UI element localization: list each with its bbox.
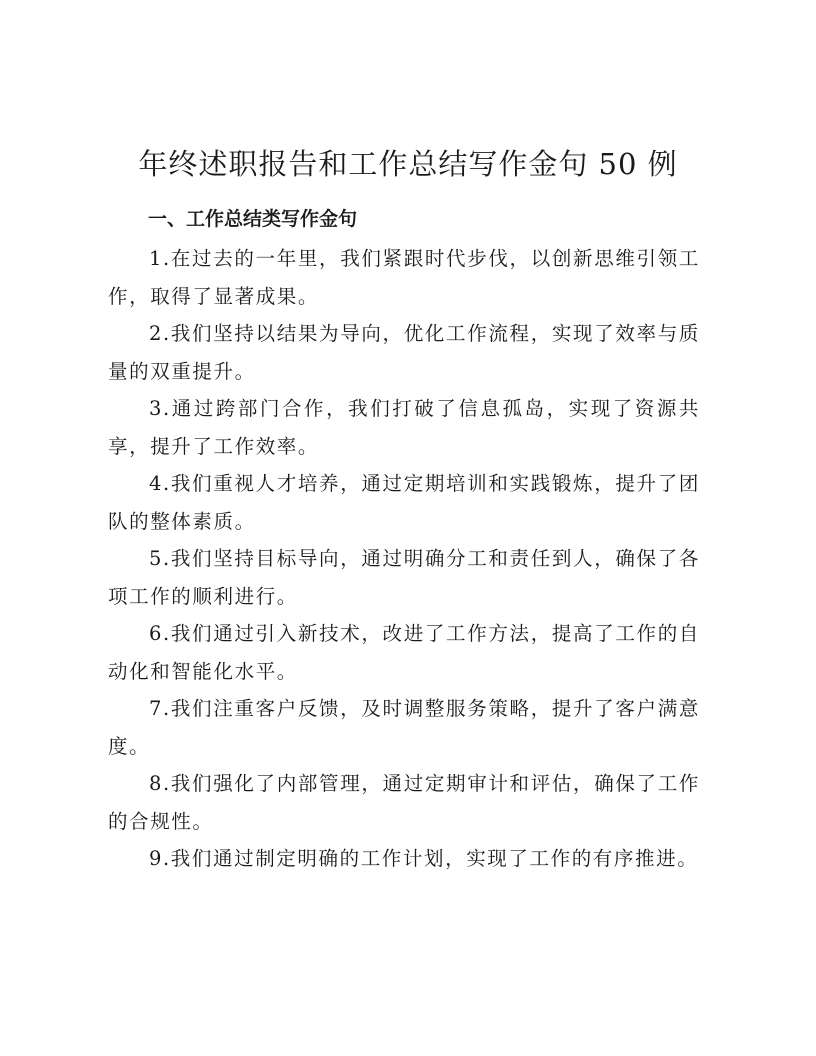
paragraph-3: 3.通过跨部门合作，我们打破了信息孤岛，实现了资源共享，提升了工作效率。 [108, 397, 700, 458]
document-title: 年终述职报告和工作总结写作金句 50 例 [138, 147, 678, 181]
document-body [108, 240, 700, 878]
paragraph-8: 8.我们强化了内部管理，通过定期审计和评估，确保了工作的合规性。 [108, 772, 700, 833]
paragraph-1: 1.在过去的一年里，我们紧跟时代步伐，以创新思维引领工作，取得了显著成果。 [108, 247, 700, 308]
paragraph-4: 4.我们重视人才培养，通过定期培训和实践锻炼，提升了团队的整体素质。 [108, 472, 700, 533]
paragraph-5: 5.我们坚持目标导向，通过明确分工和责任到人，确保了各项工作的顺利进行。 [108, 547, 700, 608]
paragraph-6: 6.我们通过引入新技术，改进了工作方法，提高了工作的自动化和智能化水平。 [108, 622, 700, 683]
paragraph-2: 2.我们坚持以结果为导向，优化工作流程，实现了效率与质量的双重提升。 [108, 322, 700, 383]
section-heading: 一、工作总结类写作金句 [148, 208, 358, 230]
paragraph-9: 9.我们通过制定明确的工作计划，实现了工作的有序推进。 [149, 847, 699, 870]
paragraph-7: 7.我们注重客户反馈，及时调整服务策略，提升了客户满意度。 [108, 697, 700, 758]
